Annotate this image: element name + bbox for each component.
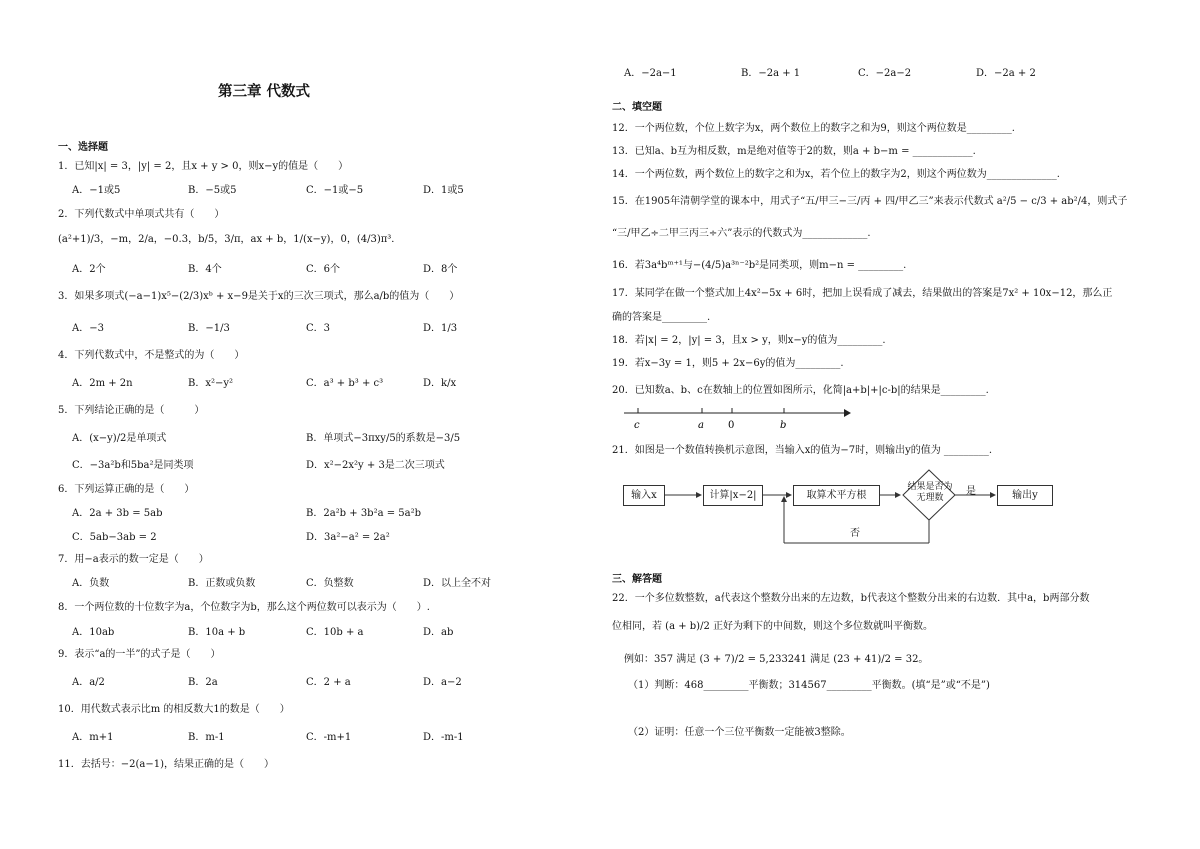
q1-option-c: C．−1或−5 bbox=[306, 185, 364, 196]
q9-option-a: A．a/2 bbox=[72, 677, 105, 688]
question-6: 6．下列运算正确的是（ ） bbox=[58, 484, 195, 495]
question-16: 16．若3a⁴bᵐ⁺¹与−(4/5)a³ⁿ⁻²b²是同类项，则m−n = _________. bbox=[612, 260, 907, 271]
q2-option-d: D．8个 bbox=[423, 264, 458, 275]
q7-option-a: A．负数 bbox=[72, 578, 110, 589]
q3-option-d: D．1/3 bbox=[423, 323, 458, 334]
q6-option-b: B．2a²b + 3b²a = 5a²b bbox=[306, 508, 422, 519]
numberline-label-0: 0 bbox=[728, 420, 735, 431]
numberline-label-b: b bbox=[780, 420, 787, 431]
q7-option-d: D．以上全不对 bbox=[423, 578, 492, 589]
flow-yes-label: 是 bbox=[966, 486, 976, 497]
question-20: 20．已知数a、b、c在数轴上的位置如图所示，化简|a+b|+|c-b|的结果是_________. bbox=[612, 385, 989, 396]
q7-option-c: C．负整数 bbox=[306, 578, 354, 589]
question-22-part2: （2）证明：任意一个三位平衡数一定能被3整除。 bbox=[628, 727, 851, 738]
question-17-line2: 确的答案是_________. bbox=[612, 312, 711, 323]
numberline-label-c: c bbox=[634, 420, 640, 431]
question-7: 7．用−a表示的数一定是（ ） bbox=[58, 554, 209, 565]
q4-option-a: A．2m + 2n bbox=[72, 378, 133, 389]
question-22-line2: 位相同，若 (a + b)/2 正好为剩下的中间数，则这个多位数就叫平衡数。 bbox=[612, 621, 933, 632]
q8-option-a: A．10ab bbox=[72, 627, 115, 638]
q11-option-a: A．−2a−1 bbox=[624, 68, 677, 79]
q7-option-b: B．正数或负数 bbox=[188, 578, 256, 589]
question-14: 14．一个两位数，两个数位上的数字之和为x，若个位上的数字为2，则这个两位数为______________. bbox=[612, 169, 1060, 180]
q1-option-b: B．−5或5 bbox=[188, 185, 237, 196]
question-4: 4．下列代数式中，不是整式的为（ ） bbox=[58, 350, 245, 361]
q4-option-b: B．x²−y² bbox=[188, 378, 234, 389]
question-8: 8．一个两位数的十位数字为a，个位数字为b，那么这个两位数可以表示为（ ）. bbox=[58, 602, 430, 613]
q3-option-a: A．−3 bbox=[72, 323, 104, 334]
q5-option-a: A．(x−y)/2是单项式 bbox=[72, 433, 167, 444]
question-11: 11．去括号：−2(a−1)，结果正确的是（ ） bbox=[58, 759, 274, 770]
question-3: 3．如果多项式(−a−1)x⁵−(2/3)xᵇ + x−9是关于x的三次三项式，那么a/b的值为（ ） bbox=[58, 291, 460, 302]
q1-option-a: A．−1或5 bbox=[72, 185, 121, 196]
question-22-part1: （1）判断：468_________平衡数；314567_________平衡数。(填“是”或“不是”) bbox=[628, 680, 990, 691]
flow-decision-label: 结果是否为无理数 bbox=[907, 482, 953, 503]
q10-option-d: D．-m-1 bbox=[423, 732, 464, 743]
q2-option-a: A．2个 bbox=[72, 264, 106, 275]
question-2-expressions: (a²+1)/3，−m，2/a，−0.3，b/5，3/π，ax + b，1/(x−y)，0，(4/3)π³． bbox=[58, 234, 402, 245]
question-13: 13．已知a、b互为相反数，m是绝对值等于2的数，则a + b−m = ____________. bbox=[612, 146, 976, 157]
flow-no-label: 否 bbox=[850, 528, 860, 539]
question-5: 5．下列结论正确的是（ ） bbox=[58, 405, 205, 416]
question-12: 12．一个两位数，个位上数字为x，两个数位上的数字之和为9，则这个两位数是_________. bbox=[612, 123, 1015, 134]
numberline-label-a: a bbox=[698, 420, 704, 431]
question-22-line1: 22．一个多位数整数，a代表这个整数分出来的左边数，b代表这个整数分出来的右边数．其中a，b两部分数 bbox=[612, 593, 1090, 604]
q2-option-c: C．6个 bbox=[306, 264, 341, 275]
q10-option-a: A．m+1 bbox=[72, 732, 114, 743]
flow-sqrt-box: 取算术平方根 bbox=[793, 485, 880, 506]
flow-output-box: 输出y bbox=[997, 485, 1053, 506]
q8-option-b: B．10a + b bbox=[188, 627, 246, 638]
q10-option-b: B．m-1 bbox=[188, 732, 225, 743]
q4-option-d: D．k/x bbox=[423, 378, 457, 389]
q8-option-c: C．10b + a bbox=[306, 627, 364, 638]
flow-calc-box: 计算|x−2| bbox=[703, 485, 763, 506]
q5-option-d: D．x²−2x²y + 3是二次三项式 bbox=[306, 460, 445, 471]
question-1: 1．已知|x| = 3，|y| = 2，且x + y > 0，则x−y的值是（ ） bbox=[58, 161, 349, 172]
q2-option-b: B．4个 bbox=[188, 264, 222, 275]
q5-option-c: C．−3a²b和5ba²是同类项 bbox=[72, 460, 194, 471]
question-17-line1: 17．某同学在做一个整式加上4x²−5x + 6时，把加上误看成了减去，结果做出的答案是7x² + 10x−12，那么正 bbox=[612, 288, 1113, 299]
number-line bbox=[622, 402, 852, 432]
question-2: 2．下列代数式中单项式共有（ ） bbox=[58, 209, 225, 220]
question-15-part1: 15．在1905年清朝学堂的课本中，用式子“五/甲三−三/丙 + 四/甲乙三”来表示代数式 a²/5 − c/3 + ab²/4，则式子 bbox=[612, 196, 1128, 207]
q9-option-c: C．2 + a bbox=[306, 677, 351, 688]
page-title: 第三章 代数式 bbox=[218, 84, 311, 100]
section-fill-blank: 二、填空题 bbox=[612, 102, 662, 113]
q5-option-b: B．单项式−3πxy/5的系数是−3/5 bbox=[306, 433, 461, 444]
section-choice: 一、选择题 bbox=[58, 142, 108, 153]
conversion-flowchart bbox=[622, 468, 1052, 550]
question-19: 19．若x−3y = 1，则5 + 2x−6y的值为_________. bbox=[612, 358, 844, 369]
question-21: 21．如图是一个数值转换机示意图，当输入x的值为−7时，则输出y的值为 _________. bbox=[612, 445, 993, 456]
q11-option-d: D．−2a + 2 bbox=[976, 68, 1036, 79]
question-15-part2: “三/甲乙÷二甲三丙三÷六”表示的代数式为_____________. bbox=[612, 228, 871, 239]
q3-option-b: B．−1/3 bbox=[188, 323, 230, 334]
q1-option-d: D．1或5 bbox=[423, 185, 464, 196]
q6-option-c: C．5ab−3ab = 2 bbox=[72, 532, 157, 543]
section-solve: 三、解答题 bbox=[612, 574, 662, 585]
q9-option-d: D．a−2 bbox=[423, 677, 462, 688]
q6-option-a: A．2a + 3b = 5ab bbox=[72, 508, 163, 519]
q3-option-c: C．3 bbox=[306, 323, 331, 334]
question-10: 10．用代数式表示比m 的相反数大1的数是（ ） bbox=[58, 704, 290, 715]
question-22-example: 例如：357 满足 (3 + 7)/2 = 5,233241 满足 (23 + 41)/2 = 32。 bbox=[624, 654, 929, 665]
q8-option-d: D．ab bbox=[423, 627, 454, 638]
q9-option-b: B．2a bbox=[188, 677, 218, 688]
q11-option-c: C．−2a−2 bbox=[858, 68, 912, 79]
q6-option-d: D．3a²−a² = 2a² bbox=[306, 532, 390, 543]
flow-input-box: 输入x bbox=[623, 485, 665, 506]
question-18: 18．若|x| = 2，|y| = 3，且x > y，则x−y的值为_________. bbox=[612, 335, 886, 346]
q10-option-c: C．-m+1 bbox=[306, 732, 352, 743]
q11-option-b: B．−2a + 1 bbox=[741, 68, 801, 79]
q4-option-c: C．a³ + b³ + c³ bbox=[306, 378, 384, 389]
question-9: 9．表示“a的一半”的式子是（ ） bbox=[58, 649, 221, 660]
flowchart-connectors bbox=[622, 468, 1052, 550]
